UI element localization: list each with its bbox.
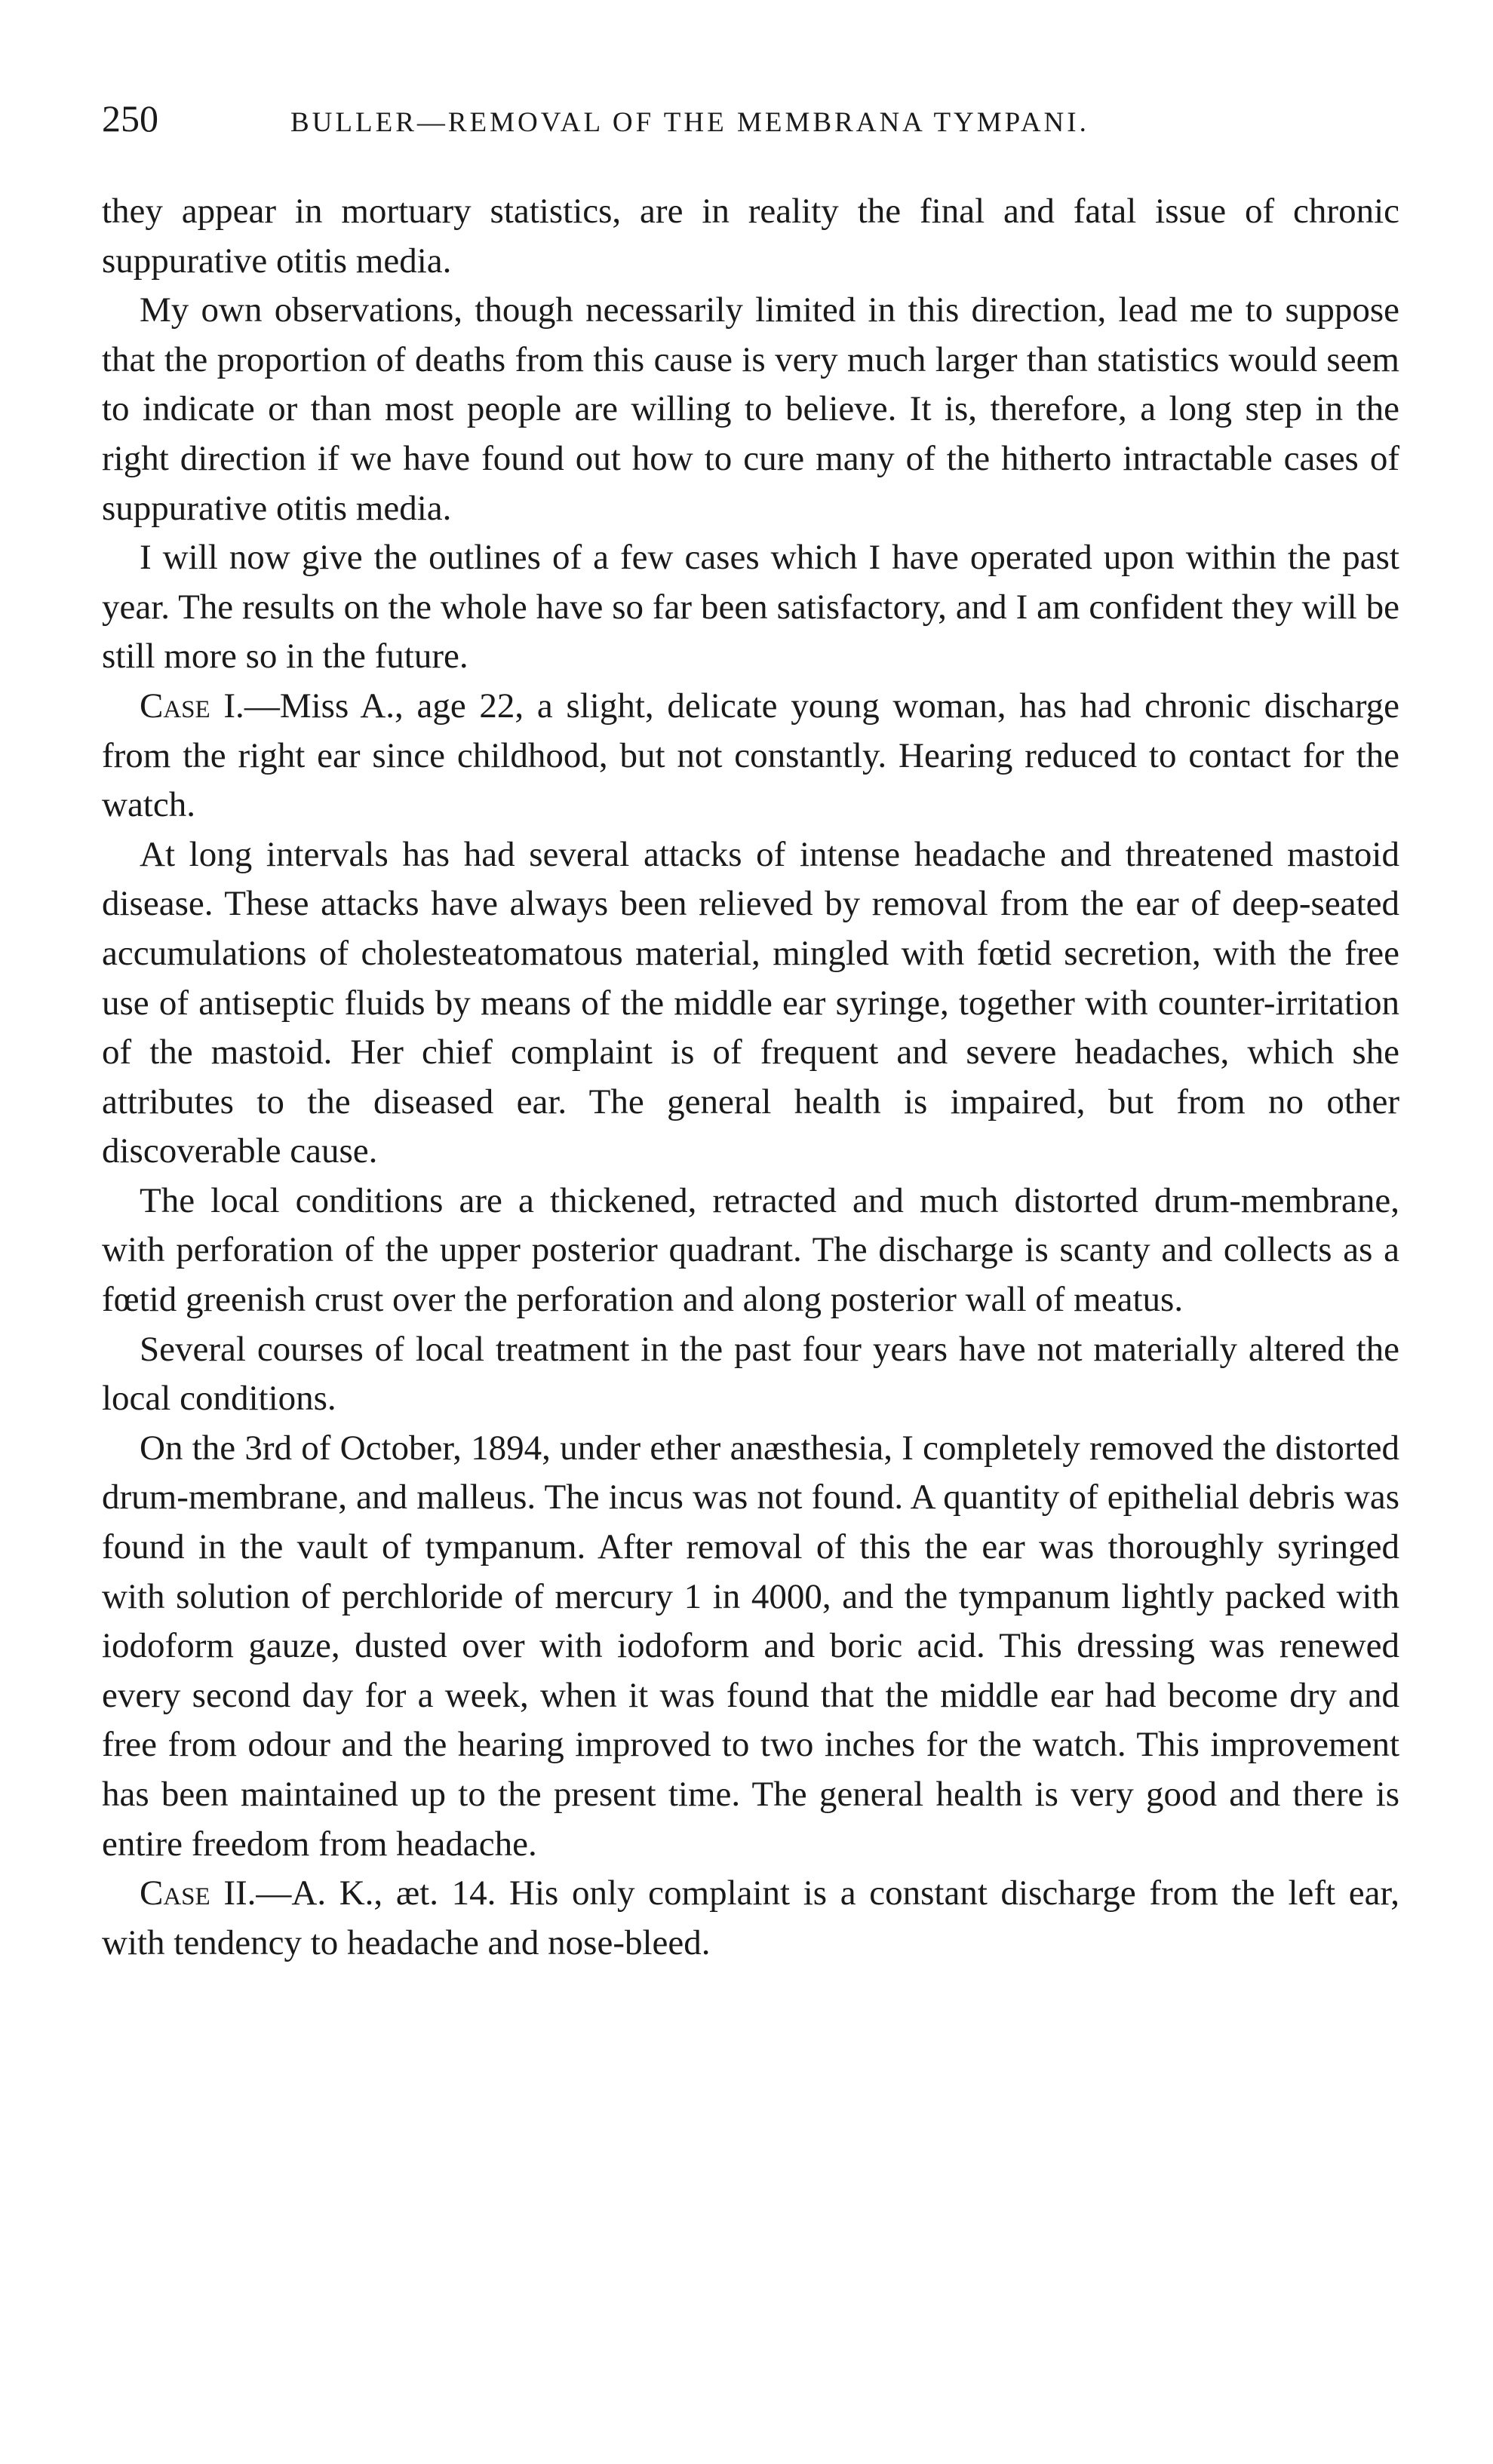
document-page (102, 97, 1399, 1968)
paragraph-case-1-history: At long intervals has had several attacks of intense headache and threatened mastoid disease. These attacks have always been relieved by removal from the ear of deep-seated accumulations of cholesteatomatous material, mingled with fœtid secretion, with the free use of antiseptic fluids by means of the middle ear syringe, together with counter-irritation of the mastoid. Her chief complaint is of frequent and severe headaches, which she attributes to the diseased ear. The general health is impaired, but from no other discoverable cause. (102, 834, 1399, 1171)
running-header (102, 97, 1399, 149)
case-label: Case I. (140, 686, 244, 726)
paragraph-case-1-treatment: Several courses of local treatment in the past four years have not materially altered the local conditions. (102, 1329, 1399, 1419)
page-number: 250 (102, 97, 158, 140)
paragraph-case-1-local-conditions: The local conditions are a thickened, retracted and much distorted drum-membrane, with perforation of the upper posterior quadrant. The discharge is scanty and collects as a fœtid greenish crust over the perforation and along posterior wall of meatus. (102, 1180, 1399, 1320)
paragraph-case-1-operation: On the 3rd of October, 1894, under ether anæsthesia, I completely removed the distorted drum-membrane, and malleus. The incus was not found. A quantity of epithelial debris was found in the vault of tympanum. After removal of this the ear was thoroughly syringed with solution of perchloride of mercury 1 in 4000, and the tympanum lightly packed with iodoform gauze, dusted over with iodoform and boric acid. This dressing was renewed every second day for a week, when it was found that the middle ear had become dry and free from odour and the hearing improved to two inches for the watch. This improvement has been maintained up to the present time. The general health is very good and there is entire freedom from headache. (102, 1428, 1399, 1864)
paragraph-case-2: Case II.—A. K., æt. 14. His only complaint is a constant discharge from the left ear, with tendency to headache and nose-bleed. (102, 1873, 1399, 1962)
paragraph-case-1: Case I.—Miss A., age 22, a slight, delicate young woman, has had chronic discharge from the right ear since childhood, but not constantly. Hearing reduced to contact for the watch. (102, 686, 1400, 825)
body-text (102, 187, 1399, 1968)
paragraph-cases-intro: I will now give the outlines of a few cases which I have operated upon within the past year. The results on the whole have so far been satisfactory, and I am confident they will be still more so in the future. (102, 538, 1399, 677)
running-title: BULLER—REMOVAL OF THE MEMBRANA TYMPANI. (290, 107, 1089, 138)
paragraph-continuation: they appear in mortuary statistics, are in reality the final and fatal issue of chronic suppurative otitis media. (102, 192, 1399, 281)
paragraph-observations: My own observations, though necessarily limited in this direction, lead me to suppose that the proportion of deaths from this cause is very much larger than statistics would seem to indicate or than most people are willing to believe. It is, therefore, a long step in the right direction if we have found out how to cure many of the hitherto intractable cases of suppurative otitis media. (102, 290, 1399, 528)
case-label: Case II. (140, 1873, 257, 1913)
